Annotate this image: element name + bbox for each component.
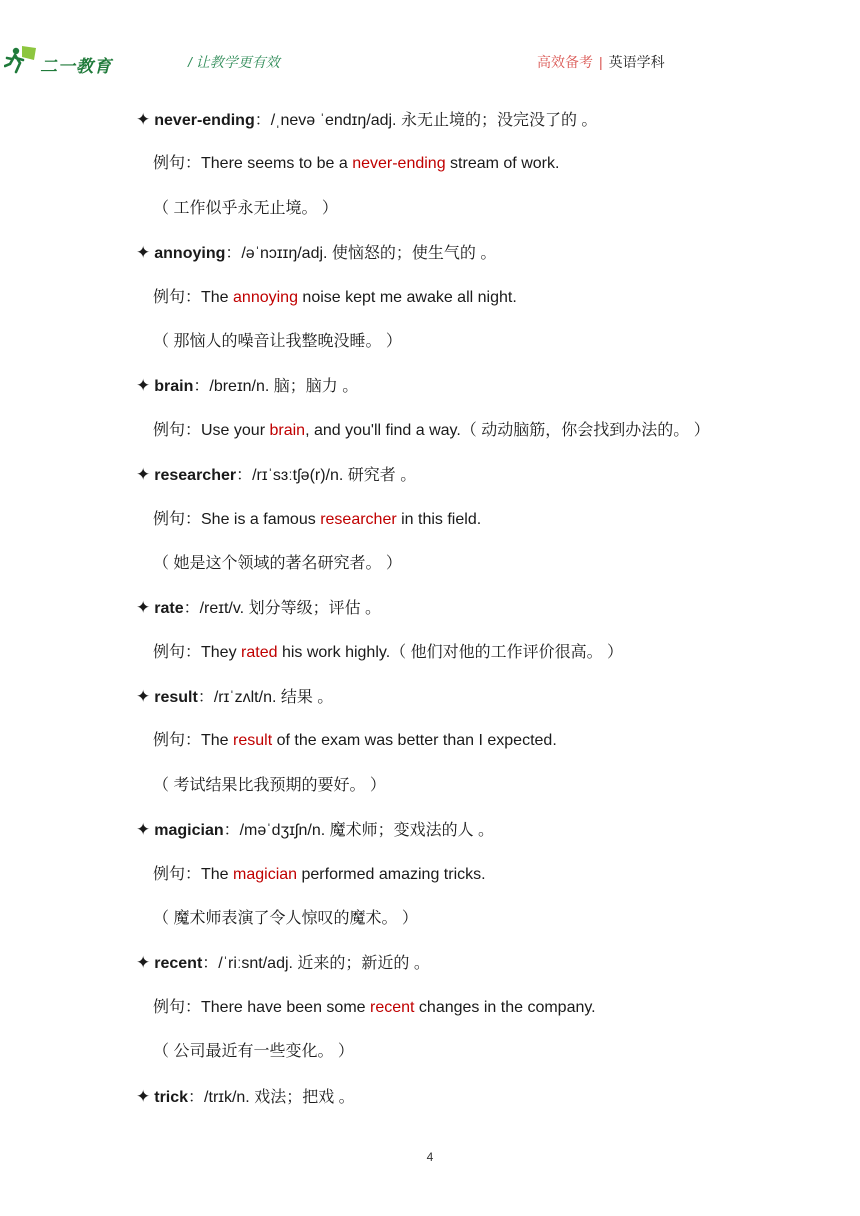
word-entry xyxy=(136,372,836,416)
example-prefix: 例句：They xyxy=(153,643,242,661)
definition: ：/breɪn/n. 脑；脑力 。 xyxy=(193,378,359,396)
word-entry xyxy=(136,1083,836,1127)
subject-label xyxy=(537,52,665,72)
headword: brain xyxy=(154,378,194,396)
star-bullet-icon: ✦ xyxy=(136,598,151,618)
star-bullet-icon: ✦ xyxy=(136,953,151,973)
example-sentence xyxy=(136,861,836,905)
word-entry xyxy=(136,239,836,283)
highlighted-word: annoying xyxy=(233,288,298,306)
example-suffix: his work highly.（ 他们对他的工作评价很高。 ） xyxy=(277,643,624,661)
definition: ：/rɪˈzʌlt/n. 结果 。 xyxy=(197,689,334,707)
example-sentence xyxy=(136,994,836,1038)
example-suffix: noise kept me awake all night. xyxy=(297,288,517,306)
translation: （ 考试结果比我预期的要好。 ） xyxy=(153,776,386,794)
definition: ：/məˈdʒɪʃn/n. 魔术师；变戏法的人 。 xyxy=(223,822,495,840)
exam-tag: 高效备考 xyxy=(537,54,593,70)
definition: ：/rɪˈsɜːtʃə(r)/n. 研究者 。 xyxy=(236,467,417,485)
translation: （ 魔术师表演了令人惊叹的魔术。 ） xyxy=(153,910,418,928)
logo-text: 二一教育 xyxy=(40,57,112,76)
headword: annoying xyxy=(154,245,226,263)
word-entry xyxy=(136,949,836,993)
headword: magician xyxy=(154,822,224,840)
header-separator: | xyxy=(599,54,603,70)
highlighted-word: researcher xyxy=(320,510,397,528)
definition: ：/ˌnevə ˈendɪŋ/adj. 永无止境的；没完没了的 。 xyxy=(254,112,598,129)
subject-name: 英语学科 xyxy=(608,54,665,70)
highlighted-word: brain xyxy=(269,421,306,439)
example-prefix: 例句：Use your xyxy=(153,421,270,439)
headword: never-ending xyxy=(154,112,255,129)
star-bullet-icon: ✦ xyxy=(136,465,151,485)
definition: ：/əˈnɔɪɪŋ/adj. 使恼怒的；使生气的 。 xyxy=(225,245,497,263)
headword: researcher xyxy=(154,467,237,485)
runner-logo-icon xyxy=(4,44,40,78)
example-prefix: 例句：There seems to be a xyxy=(153,155,353,173)
example-suffix: changes in the company. xyxy=(414,998,596,1016)
example-prefix: 例句：There have been some xyxy=(153,998,370,1016)
example-suffix: in this field. xyxy=(396,510,482,528)
example-prefix: 例句：The xyxy=(153,288,234,306)
example-suffix: , and you'll find a way.（ 动动脑筋，你会找到办法的。 ） xyxy=(305,421,710,439)
star-bullet-icon: ✦ xyxy=(136,1086,151,1106)
slogan: / 让教学更有效 xyxy=(188,54,280,70)
definition: ：/reɪt/v. 划分等级；评估 。 xyxy=(183,600,382,618)
highlighted-word: result xyxy=(233,732,273,750)
page-header xyxy=(0,0,860,90)
translation: （ 公司最近有一些变化。 ） xyxy=(153,1043,354,1061)
star-bullet-icon: ✦ xyxy=(136,687,151,707)
vocabulary-list xyxy=(136,106,836,1127)
headword: result xyxy=(154,689,198,707)
example-sentence xyxy=(136,150,836,194)
example-suffix: stream of work. xyxy=(445,155,560,173)
example-prefix: 例句：The xyxy=(153,865,234,883)
word-entry xyxy=(136,683,836,727)
highlighted-word: magician xyxy=(233,865,298,883)
word-entry xyxy=(136,594,836,638)
translation: （ 她是这个领域的著名研究者。 ） xyxy=(153,554,402,572)
star-bullet-icon: ✦ xyxy=(136,243,151,263)
example-sentence xyxy=(136,727,836,771)
headword: rate xyxy=(154,600,184,618)
translation: （ 工作似乎永无止境。 ） xyxy=(153,199,338,217)
word-entry xyxy=(136,461,836,505)
highlighted-word: recent xyxy=(370,998,415,1016)
headword: recent xyxy=(154,955,203,973)
highlighted-word: never-ending xyxy=(352,155,446,173)
word-entry xyxy=(136,106,836,150)
definition: ：/trɪk/n. 戏法；把戏 。 xyxy=(188,1088,355,1106)
star-bullet-icon: ✦ xyxy=(136,376,151,396)
example-sentence xyxy=(136,639,836,683)
example-suffix: performed amazing tricks. xyxy=(297,865,486,883)
example-sentence xyxy=(136,284,836,328)
example-prefix: 例句：She is a famous xyxy=(153,510,321,528)
word-entry xyxy=(136,816,836,860)
headword: trick xyxy=(154,1088,189,1106)
example-sentence xyxy=(136,506,836,550)
star-bullet-icon: ✦ xyxy=(136,110,151,129)
example-suffix: of the exam was better than I expected. xyxy=(272,732,557,750)
star-bullet-icon: ✦ xyxy=(136,820,151,840)
example-sentence xyxy=(136,417,836,461)
definition: ：/ˈriːsnt/adj. 近来的；新近的 。 xyxy=(202,955,430,973)
logo xyxy=(4,44,114,78)
example-prefix: 例句：The xyxy=(153,732,234,750)
page-number: 4 xyxy=(426,1150,434,1164)
highlighted-word: rated xyxy=(241,643,278,661)
translation: （ 那恼人的噪音让我整晚没睡。 ） xyxy=(153,332,402,350)
